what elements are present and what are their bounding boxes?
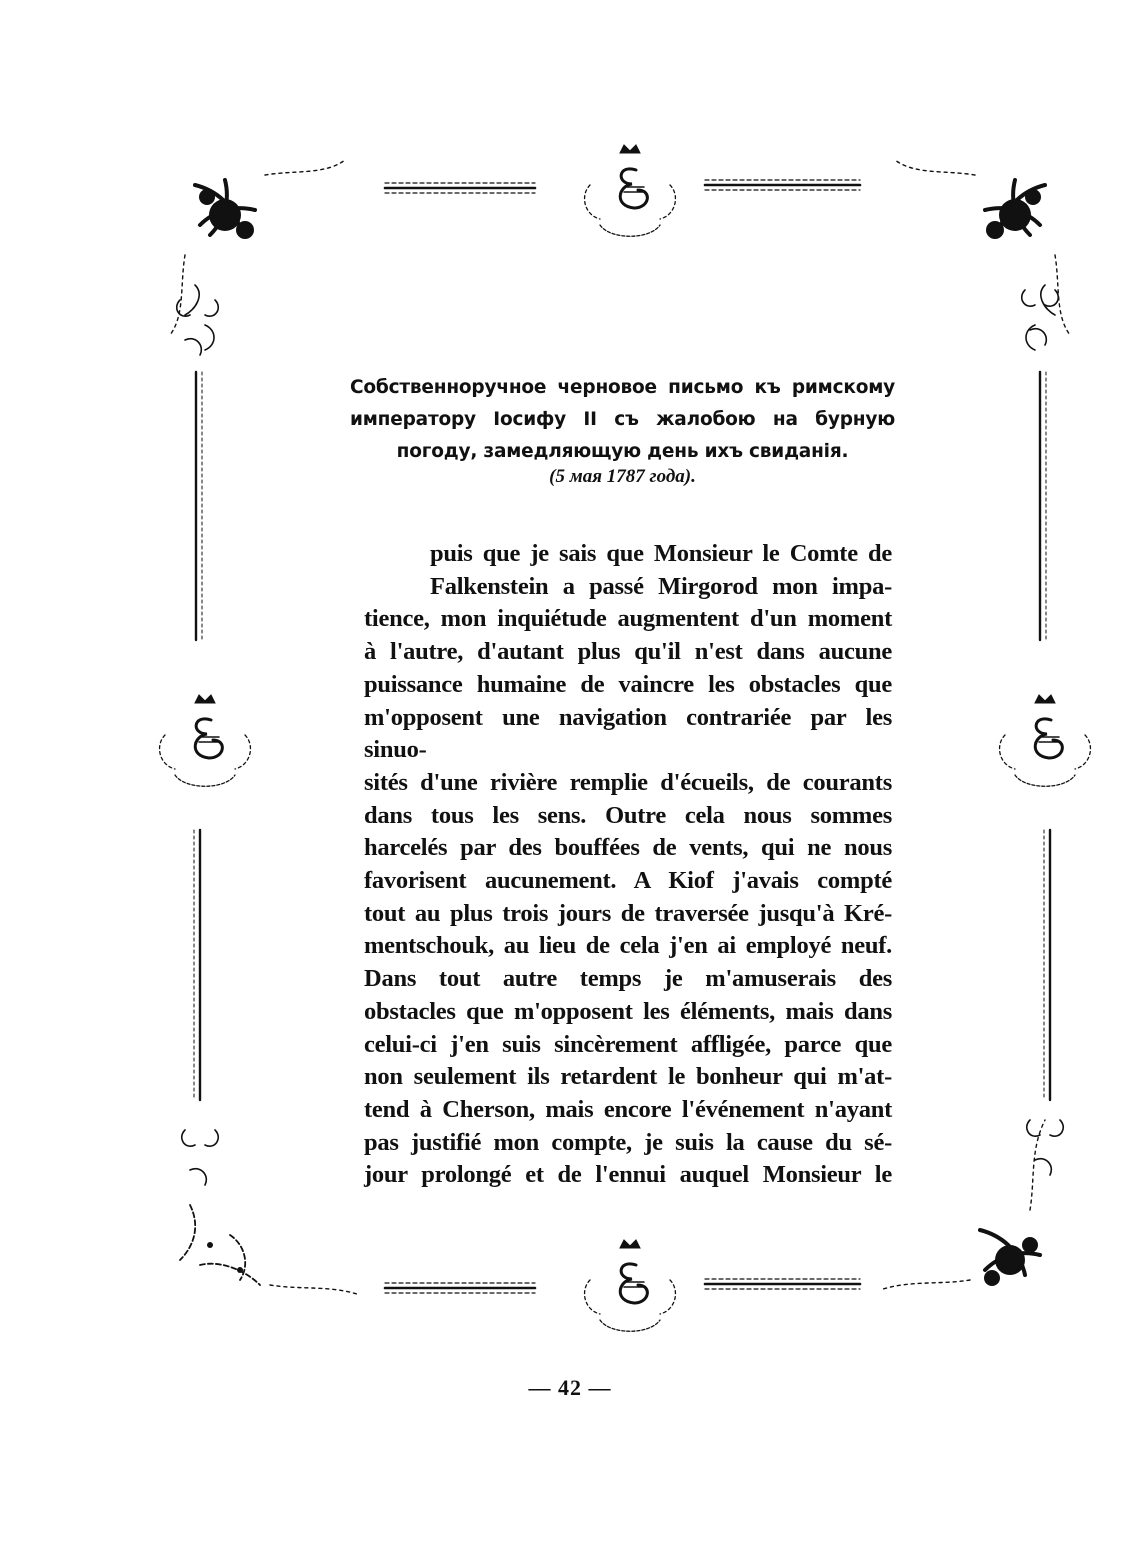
text-line: sités d'une rivière remplie d'écueils, de courants: [364, 768, 892, 796]
text-line: tout au plus trois jours de traversée jusqu'à Kré-: [364, 899, 892, 927]
corner-ornament-bottom-left-icon: [180, 1205, 360, 1295]
text-line: puissance humaine de vaincre les obstacles que: [364, 670, 892, 698]
corner-ornament-top-right-icon: [895, 160, 1070, 350]
right-rule-lower: [1044, 830, 1050, 1100]
bottom-rule-right: [705, 1279, 860, 1289]
corner-ornament-top-left-icon: [170, 160, 345, 350]
monogram-top-icon: [585, 145, 676, 236]
monogram-left-icon: [160, 695, 251, 786]
text-line: Falkenstein a passé Mirgorod mon impa-: [430, 572, 892, 600]
scroll-right-upper-icon: [1022, 290, 1059, 345]
scroll-left-lower-icon: [182, 1130, 219, 1185]
text-line: tience, mon inquiétude augmentent d'un moment: [364, 605, 892, 633]
text-line: dans tous les sens. Outre cela nous sommes: [364, 801, 892, 829]
letter-heading: Собственноручное черновое письмо къ римскому императору Іосифу II съ жалобою на бурную погоду, замедляющую день ихъ свиданія.: [350, 377, 895, 462]
text-line: m'opposent une navigation contrariée par les sinuo-: [364, 703, 892, 764]
right-rule-upper: [1040, 372, 1046, 640]
text-line: harcelés par des bouffées de vents, qui ne nous: [364, 834, 892, 862]
text-line: favorisent aucunement. A Kiof j'avais compté: [364, 867, 892, 895]
corner-ornament-bottom-right-icon: [880, 1120, 1045, 1290]
monogram-bottom-icon: [585, 1240, 676, 1331]
text-line: à l'autre, d'autant plus qu'il n'est dans aucune: [364, 638, 892, 666]
top-rule-left: [385, 183, 535, 193]
bottom-rule-left: [385, 1283, 535, 1293]
monogram-right-icon: [1000, 695, 1091, 786]
left-rule-lower: [194, 830, 200, 1100]
text-line: tend à Cherson, mais encore l'événement n'ayant: [364, 1095, 892, 1123]
scroll-right-lower-icon: [1027, 1120, 1064, 1175]
text-line: mentschouk, au lieu de cela j'en ai employé neuf.: [364, 932, 892, 960]
text-line: Dans tout autre temps je m'amuserais des: [364, 965, 892, 993]
left-rule-upper: [196, 372, 202, 640]
scroll-left-upper-icon: [177, 300, 219, 355]
top-rule-right: [705, 180, 860, 190]
text-line: non seulement ils retardent le bonheur qui m'at-: [364, 1063, 892, 1091]
text-line: pas justifié mon compte, je suis la cause du sé-: [364, 1128, 892, 1156]
text-line: obstacles que m'opposent les éléments, mais dans: [364, 997, 892, 1025]
page-number: — 42 —: [528, 1375, 612, 1400]
text-line: jour prolongé et de l'ennui auquel Monsieur le: [364, 1161, 892, 1189]
letter-date: (5 мая 1787 года).: [549, 466, 696, 487]
text-line: celui-ci j'en suis sincèrement affligée, parce que: [364, 1030, 892, 1058]
text-line: puis que je sais que Monsieur le Comte de: [430, 540, 892, 567]
letter-body: [364, 538, 892, 1192]
